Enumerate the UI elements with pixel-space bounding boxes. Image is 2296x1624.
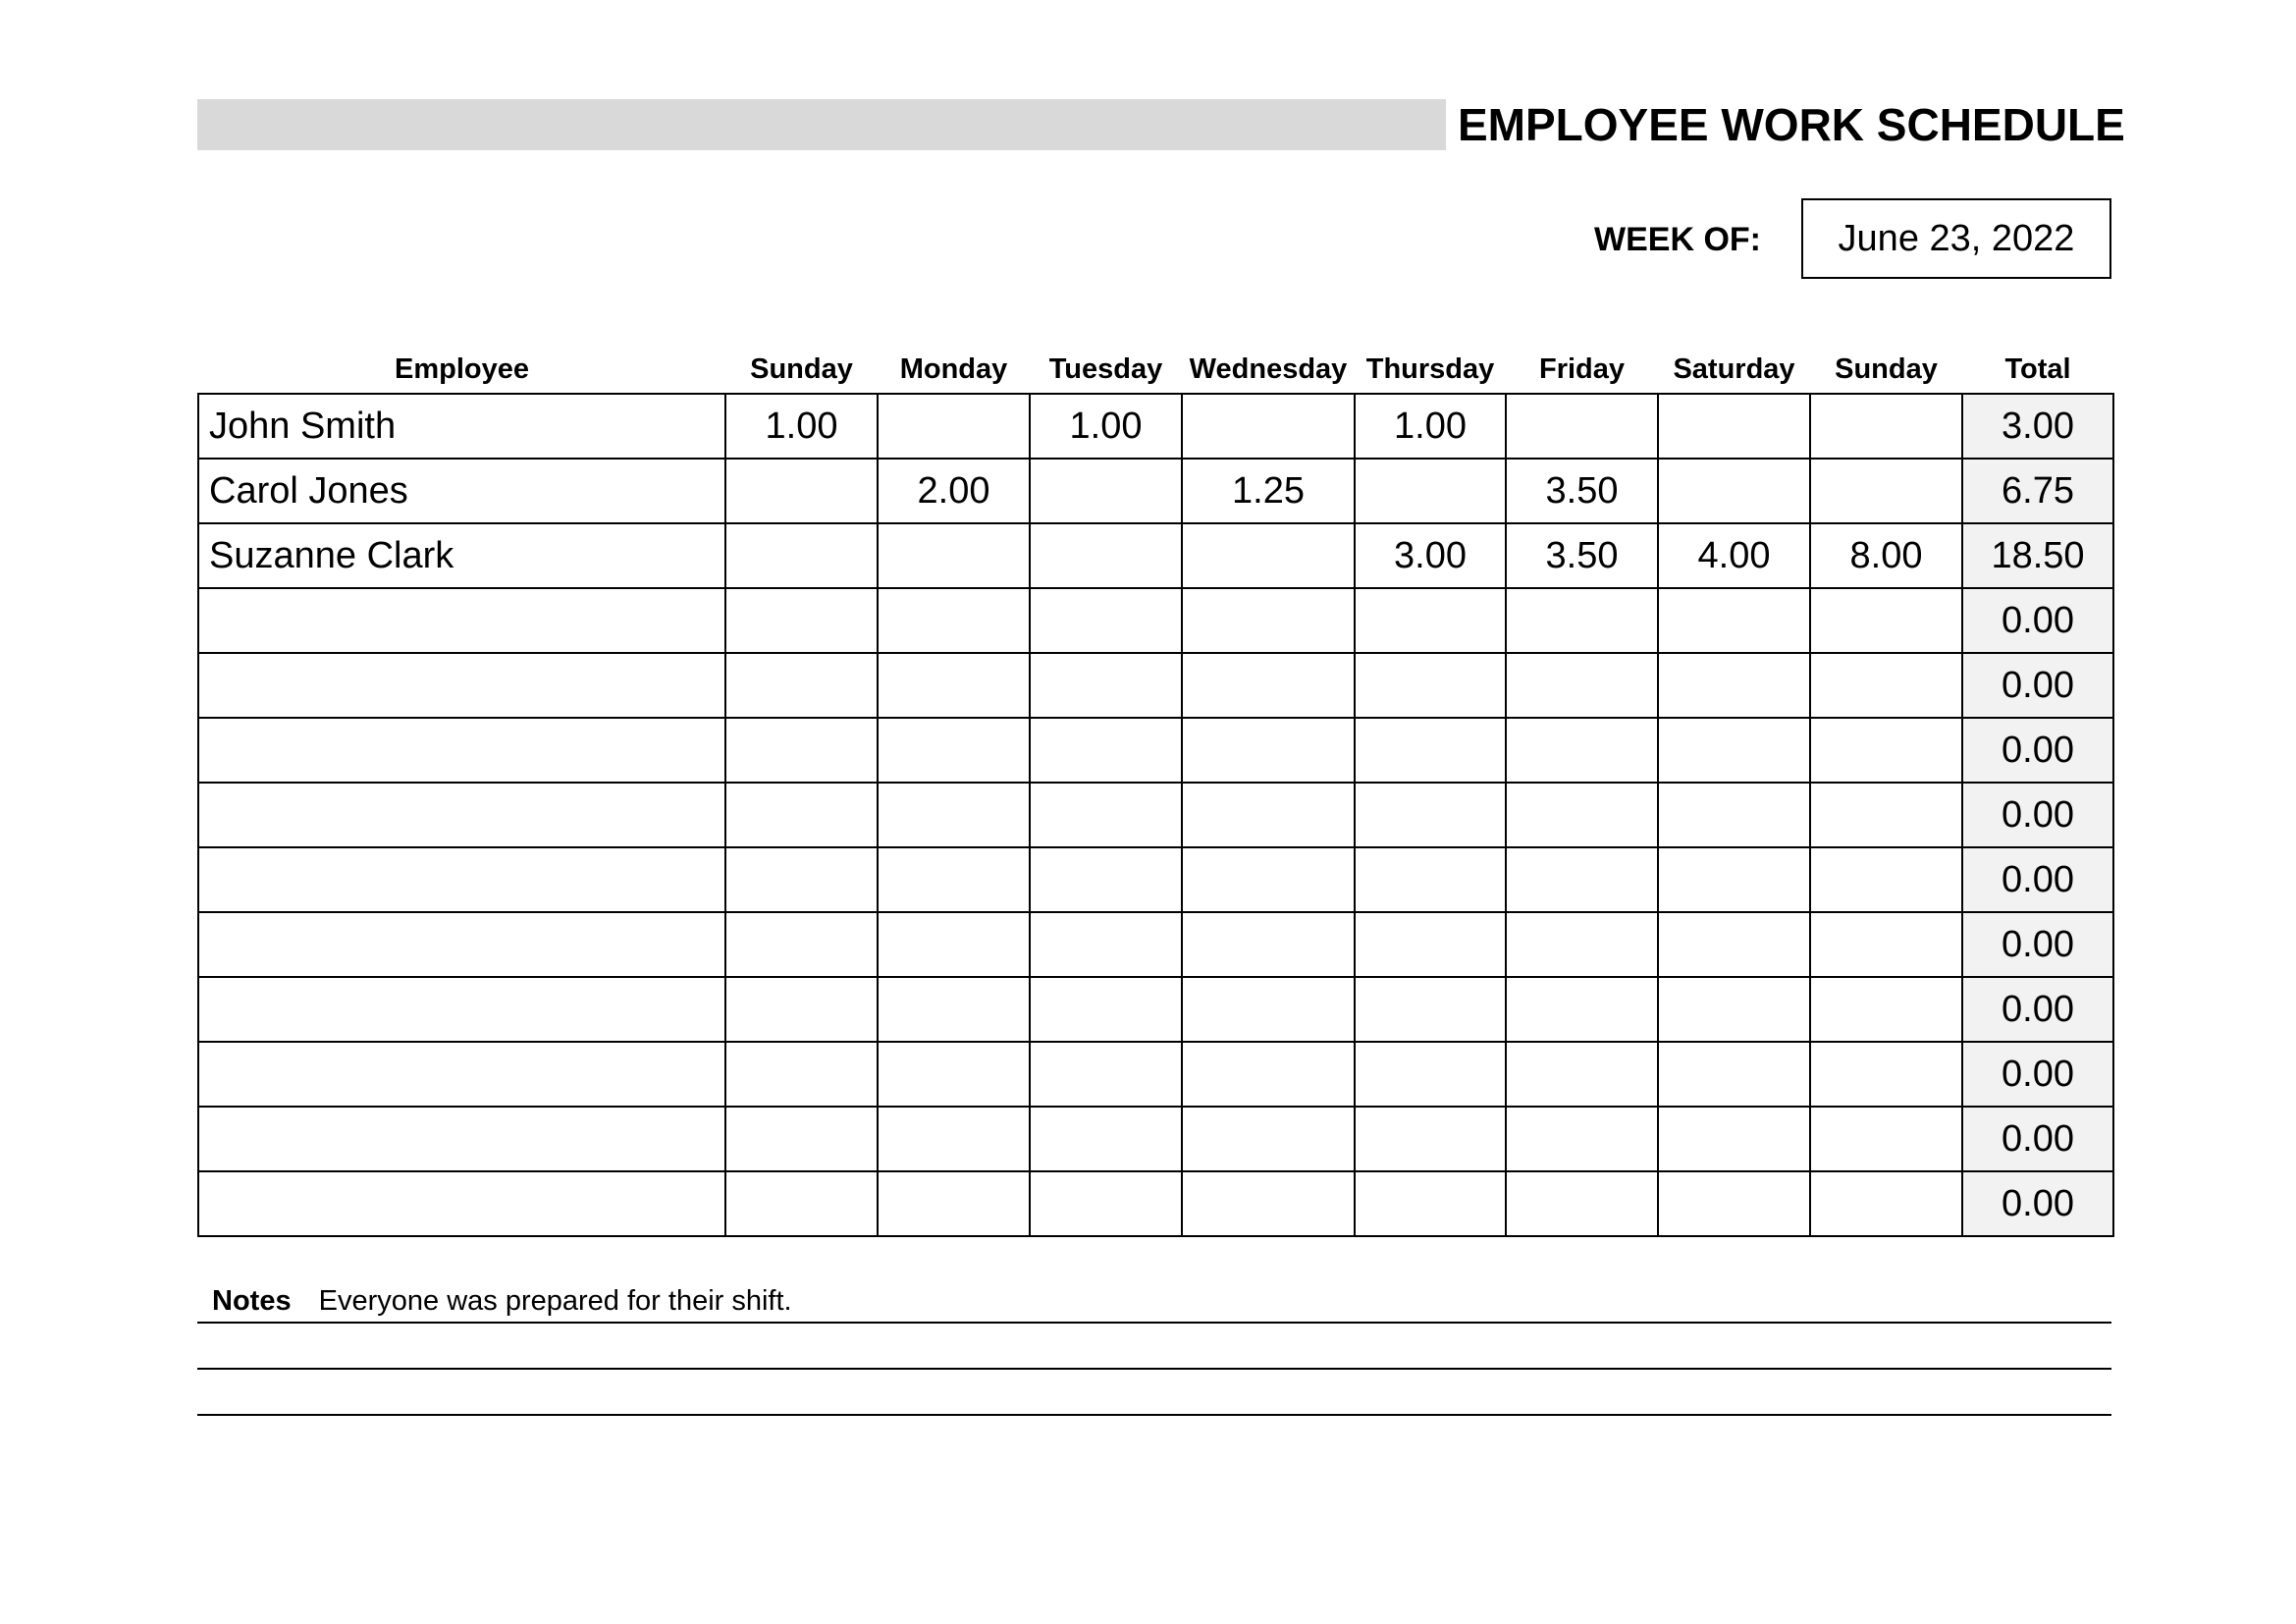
cell-sunday-2[interactable]: 8.00	[1810, 523, 1962, 588]
cell-tuesday[interactable]	[1030, 1042, 1182, 1107]
cell-saturday[interactable]	[1658, 588, 1810, 653]
cell-friday[interactable]	[1506, 1107, 1658, 1171]
table-row	[198, 718, 2113, 783]
cell-monday[interactable]	[878, 588, 1030, 653]
cell-thursday[interactable]	[1355, 718, 1506, 783]
cell-thursday[interactable]	[1355, 459, 1506, 523]
cell-friday[interactable]	[1506, 1042, 1658, 1107]
cell-friday[interactable]	[1506, 847, 1658, 912]
cell-tuesday[interactable]	[1030, 912, 1182, 977]
cell-friday[interactable]	[1506, 912, 1658, 977]
column-header-wednesday: Wednesday	[1189, 352, 1348, 385]
cell-total: 0.00	[1962, 1042, 2113, 1107]
cell-tuesday[interactable]	[1030, 588, 1182, 653]
table-row	[198, 459, 2113, 523]
cell-sunday-2[interactable]	[1810, 718, 1962, 783]
cell-total: 0.00	[1962, 718, 2113, 783]
cell-wednesday[interactable]	[1182, 847, 1355, 912]
column-header-thursday: Thursday	[1365, 352, 1495, 385]
cell-sunday[interactable]	[725, 1042, 878, 1107]
cell-friday[interactable]: 3.50	[1506, 459, 1658, 523]
cell-total: 0.00	[1962, 912, 2113, 977]
cell-monday[interactable]	[878, 523, 1030, 588]
cell-total: 0.00	[1962, 783, 2113, 847]
cell-saturday[interactable]	[1658, 783, 1810, 847]
cell-friday[interactable]: 3.50	[1506, 523, 1658, 588]
cell-sunday[interactable]	[725, 459, 878, 523]
cell-employee-name[interactable]	[198, 718, 725, 783]
cell-employee-name[interactable]	[198, 977, 725, 1042]
cell-sunday[interactable]	[725, 1171, 878, 1236]
cell-employee-name[interactable]: Carol Jones	[198, 459, 725, 523]
cell-sunday-2[interactable]	[1810, 783, 1962, 847]
cell-saturday[interactable]	[1658, 912, 1810, 977]
cell-saturday[interactable]	[1658, 1107, 1810, 1171]
notes-line-1	[212, 1282, 792, 1320]
cell-wednesday[interactable]	[1182, 783, 1355, 847]
cell-employee-name[interactable]	[198, 847, 725, 912]
cell-sunday[interactable]	[725, 523, 878, 588]
cell-tuesday[interactable]	[1030, 783, 1182, 847]
cell-employee-name[interactable]	[198, 653, 725, 718]
column-header-friday: Friday	[1538, 352, 1626, 385]
cell-friday[interactable]	[1506, 653, 1658, 718]
cell-sunday-2[interactable]	[1810, 394, 1962, 459]
cell-sunday[interactable]	[725, 847, 878, 912]
column-header-monday: Monday	[899, 352, 1008, 385]
cell-sunday-2[interactable]	[1810, 653, 1962, 718]
cell-thursday[interactable]	[1355, 912, 1506, 977]
cell-thursday[interactable]	[1355, 588, 1506, 653]
cell-saturday[interactable]: 4.00	[1658, 523, 1810, 588]
cell-total: 3.00	[1962, 394, 2113, 459]
cell-wednesday[interactable]	[1182, 1042, 1355, 1107]
cell-saturday[interactable]	[1658, 977, 1810, 1042]
cell-sunday-2[interactable]	[1810, 912, 1962, 977]
cell-friday[interactable]	[1506, 588, 1658, 653]
table-row	[198, 523, 2113, 588]
cell-monday[interactable]: 2.00	[878, 459, 1030, 523]
cell-sunday[interactable]	[725, 718, 878, 783]
schedule-body	[198, 394, 2113, 1236]
cell-thursday[interactable]	[1355, 783, 1506, 847]
cell-monday[interactable]	[878, 847, 1030, 912]
column-header-employee: Employee	[395, 352, 529, 385]
cell-wednesday[interactable]	[1182, 523, 1355, 588]
cell-saturday[interactable]	[1658, 718, 1810, 783]
cell-wednesday[interactable]	[1182, 653, 1355, 718]
cell-monday[interactable]	[878, 1171, 1030, 1236]
cell-tuesday[interactable]	[1030, 653, 1182, 718]
column-header-tuesday: Tuesday	[1048, 352, 1163, 385]
cell-saturday[interactable]	[1658, 847, 1810, 912]
cell-total: 0.00	[1962, 588, 2113, 653]
page-title: EMPLOYEE WORK SCHEDULE	[1458, 99, 2125, 150]
cell-wednesday[interactable]	[1182, 977, 1355, 1042]
cell-sunday-2[interactable]	[1810, 847, 1962, 912]
week-of-label: WEEK OF:	[1594, 221, 1761, 258]
cell-saturday[interactable]	[1658, 394, 1810, 459]
schedule-table	[197, 346, 2114, 1237]
cell-sunday-2[interactable]	[1810, 1042, 1962, 1107]
column-header-saturday: Saturday	[1673, 352, 1795, 385]
table-row	[198, 912, 2113, 977]
cell-sunday[interactable]	[725, 653, 878, 718]
cell-saturday[interactable]	[1658, 1171, 1810, 1236]
cell-employee-name[interactable]	[198, 1107, 725, 1171]
cell-total: 6.75	[1962, 459, 2113, 523]
cell-tuesday[interactable]	[1030, 459, 1182, 523]
cell-wednesday[interactable]	[1182, 1171, 1355, 1236]
cell-thursday[interactable]	[1355, 977, 1506, 1042]
notes-text[interactable]: Everyone was prepared for their shift.	[318, 1285, 792, 1317]
header-accent-bar	[197, 99, 1446, 150]
cell-thursday[interactable]: 3.00	[1355, 523, 1506, 588]
cell-employee-name[interactable]	[198, 1042, 725, 1107]
table-row	[198, 783, 2113, 847]
cell-employee-name[interactable]	[198, 588, 725, 653]
cell-monday[interactable]	[878, 653, 1030, 718]
column-header-sunday: Sunday	[750, 352, 853, 385]
cell-saturday[interactable]	[1658, 1042, 1810, 1107]
column-header-sunday-2: Sunday	[1835, 352, 1938, 385]
table-row	[198, 977, 2113, 1042]
cell-monday[interactable]	[878, 912, 1030, 977]
cell-sunday-2[interactable]	[1810, 459, 1962, 523]
table-header-row	[198, 346, 2113, 394]
notes-rule-3	[197, 1414, 2111, 1416]
cell-thursday[interactable]	[1355, 1171, 1506, 1236]
cell-wednesday[interactable]	[1182, 588, 1355, 653]
cell-tuesday[interactable]	[1030, 523, 1182, 588]
cell-tuesday[interactable]	[1030, 1171, 1182, 1236]
cell-friday[interactable]	[1506, 783, 1658, 847]
cell-monday[interactable]	[878, 977, 1030, 1042]
cell-employee-name[interactable]	[198, 1171, 725, 1236]
cell-monday[interactable]	[878, 783, 1030, 847]
cell-wednesday[interactable]	[1182, 394, 1355, 459]
cell-sunday-2[interactable]	[1810, 977, 1962, 1042]
cell-wednesday[interactable]	[1182, 718, 1355, 783]
cell-employee-name[interactable]: Suzanne Clark	[198, 523, 725, 588]
column-header-total: Total	[2004, 352, 2071, 385]
cell-thursday[interactable]	[1355, 1107, 1506, 1171]
table-row	[198, 588, 2113, 653]
cell-total: 18.50	[1962, 523, 2113, 588]
table-row	[198, 394, 2113, 459]
cell-total: 0.00	[1962, 977, 2113, 1042]
cell-sunday-2[interactable]	[1810, 588, 1962, 653]
cell-total: 0.00	[1962, 1171, 2113, 1236]
table-row	[198, 1042, 2113, 1107]
cell-saturday[interactable]	[1658, 653, 1810, 718]
cell-tuesday[interactable]	[1030, 977, 1182, 1042]
cell-sunday-2[interactable]	[1810, 1171, 1962, 1236]
table-row	[198, 653, 2113, 718]
cell-sunday[interactable]	[725, 1107, 878, 1171]
cell-tuesday[interactable]	[1030, 847, 1182, 912]
cell-total: 0.00	[1962, 1107, 2113, 1171]
cell-total: 0.00	[1962, 847, 2113, 912]
notes-rule-1	[197, 1322, 2111, 1324]
cell-employee-name[interactable]: John Smith	[198, 394, 725, 459]
table-row	[198, 1107, 2113, 1171]
cell-thursday[interactable]	[1355, 847, 1506, 912]
notes-label: Notes	[212, 1285, 292, 1317]
cell-sunday[interactable]	[725, 977, 878, 1042]
cell-sunday[interactable]	[725, 588, 878, 653]
cell-total: 0.00	[1962, 653, 2113, 718]
cell-sunday[interactable]	[725, 783, 878, 847]
cell-saturday[interactable]	[1658, 459, 1810, 523]
cell-monday[interactable]	[878, 1042, 1030, 1107]
cell-sunday[interactable]: 1.00	[725, 394, 878, 459]
cell-wednesday[interactable]: 1.25	[1182, 459, 1355, 523]
cell-friday[interactable]	[1506, 977, 1658, 1042]
table-row	[198, 847, 2113, 912]
cell-tuesday[interactable]	[1030, 1107, 1182, 1171]
cell-thursday[interactable]: 1.00	[1355, 394, 1506, 459]
table-row	[198, 1171, 2113, 1236]
cell-sunday-2[interactable]	[1810, 1107, 1962, 1171]
cell-employee-name[interactable]	[198, 912, 725, 977]
cell-friday[interactable]	[1506, 1171, 1658, 1236]
cell-friday[interactable]	[1506, 394, 1658, 459]
notes-rule-2	[197, 1368, 2111, 1370]
cell-monday[interactable]	[878, 1107, 1030, 1171]
cell-monday[interactable]	[878, 394, 1030, 459]
cell-wednesday[interactable]	[1182, 1107, 1355, 1171]
cell-sunday[interactable]	[725, 912, 878, 977]
cell-monday[interactable]	[878, 718, 1030, 783]
cell-tuesday[interactable]: 1.00	[1030, 394, 1182, 459]
cell-thursday[interactable]	[1355, 653, 1506, 718]
cell-friday[interactable]	[1506, 718, 1658, 783]
cell-tuesday[interactable]	[1030, 718, 1182, 783]
cell-employee-name[interactable]	[198, 783, 725, 847]
week-of-field[interactable]: June 23, 2022	[1801, 198, 2111, 279]
cell-wednesday[interactable]	[1182, 912, 1355, 977]
cell-thursday[interactable]	[1355, 1042, 1506, 1107]
